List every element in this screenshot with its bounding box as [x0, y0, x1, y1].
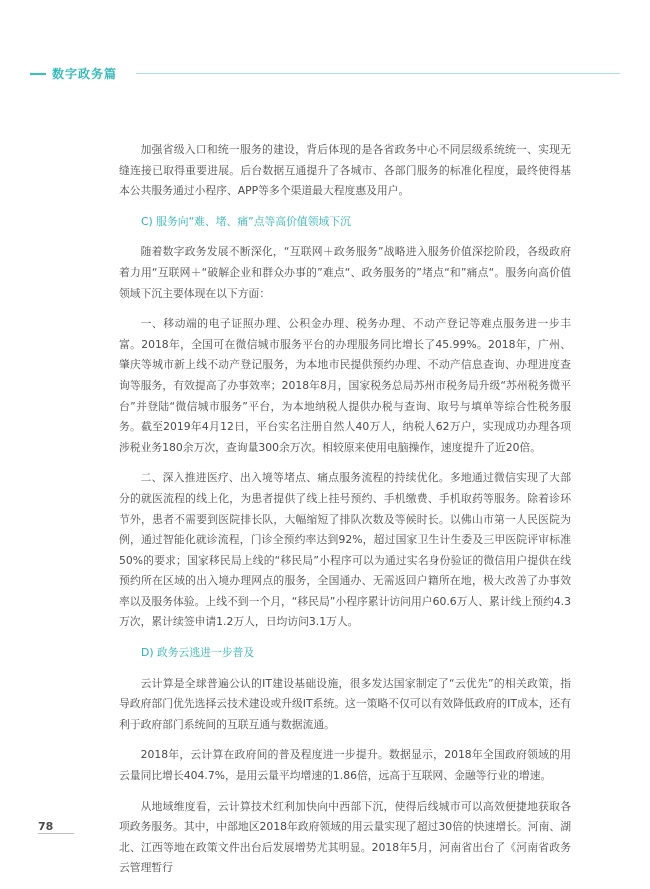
- paragraph: 二、深入推进医疗、出入境等堵点、痛点服务流程的持续优化。多地通过微信实现了大部分的就医流程的线上化，为患者提供了线上挂号预约、手机缴费、手机取药等服务。除着诊环节外，患者不需要到医院排长队，大幅缩短了排队次数及等候时长。以佛山市第一人民医院为例，通过智能化就诊流程，门诊全预约率达到92%，超过国家卫生计生委及三甲医院评审标准50%的要求；国家移民局上线的“移民局”小程序可以为通过实名身份验证的微信用户提供在线预约所在区域的出入境办理网点的服务，全国通办、无需返回户籍所在地，极大改善了办事效率以及服务体验。上线不到一个月，“移民局”小程序累计访问用户60.6万人、累计线上预约4.3万次，累计续签申请1.2万人，日均访问3.1万人。: [119, 471, 571, 629]
- subheading: C) 服务向“难、堵、痛”点等高价值领域下沉: [141, 214, 351, 228]
- paragraph: 云计算是全球普遍公认的IT建设基础设施，很多发达国家制定了“云优先”的相关政策，指导政府部门优先选择云技术建设或升级IT系统。这一策略不仅可以有效降低政府的IT成本，还有利于政府部门系统间的互联互通与数据流通。: [119, 676, 571, 731]
- section-header: [30, 64, 620, 84]
- header-accent-dash: [30, 73, 46, 75]
- paragraph: 一、移动端的电子证照办理、公积金办理、税务办理、不动产登记等难点服务进一步丰富。2018年，全国可在微信城市服务平台的办理服务同比增长了45.99%。2018年，广州、肇庆等城市新上线不动产登记服务，为本地市民提供预约办理、不动产信息查询、办理进度查询等服务，有效提高了办事效率；2018年8月，国家税务总局苏州市税务局升级“苏州税务微平台”并登陆“微信城市服务”平台，为本地纳税人提供办税与查询、取号与填单等综合性税务服务。截至2019年4月12日，平台实名注册自然人40万人，纳税人62万户，实现成功办理各项涉税业务180余万次，查询量300余万次。相较原来使用电脑操作，速度提升了近20倍。: [119, 317, 571, 454]
- section-title: 数字政务篇: [52, 67, 118, 81]
- page-number: 78: [38, 820, 54, 833]
- page-footer: [38, 815, 98, 834]
- paragraph: 加强省级入口和统一服务的建设，背后体现的是各省政务中心不同层级系统统一、实现无缝连接已取得重要进展。后台数据互通提升了各城市、各部门服务的标准化程度，最终使得基本公共服务通过小程序、APP等多个渠道最大程度惠及用户。: [119, 143, 571, 198]
- footer-rule: [38, 833, 74, 834]
- header-rule: [136, 73, 620, 74]
- paragraph: 随着数字政务发展不断深化，“互联网＋政务服务”战略进入服务价值深挖阶段，各级政府着力用“互联网＋“破解企业和群众办事的”难点“、政务服务的”堵点“和”痛点“。服务向高价值领域下沉主要体现在以下方面：: [119, 245, 571, 300]
- body-text: [119, 140, 571, 889]
- subheading: D) 政务云逃进一步普及: [141, 646, 255, 660]
- paragraph: 2018年，云计算在政府间的普及程度进一步提升。数据显示，2018年全国政府领域的用云量同比增长404.7%，是用云量平均增速的1.86倍，远高于互联网、金融等行业的增速。: [119, 748, 571, 783]
- paragraph: 从地域维度看，云计算技术红利加快向中西部下沉，使得后线城市可以高效便捷地获取各项政务服务。其中，中部地区2018年政府领域的用云量实现了超过30倍的快速增长。河南、湖北、江西等地在政策文件出台后发展增势尤其明显。2018年5月，河南省出台了《河南省政务云管理暂行: [119, 799, 571, 875]
